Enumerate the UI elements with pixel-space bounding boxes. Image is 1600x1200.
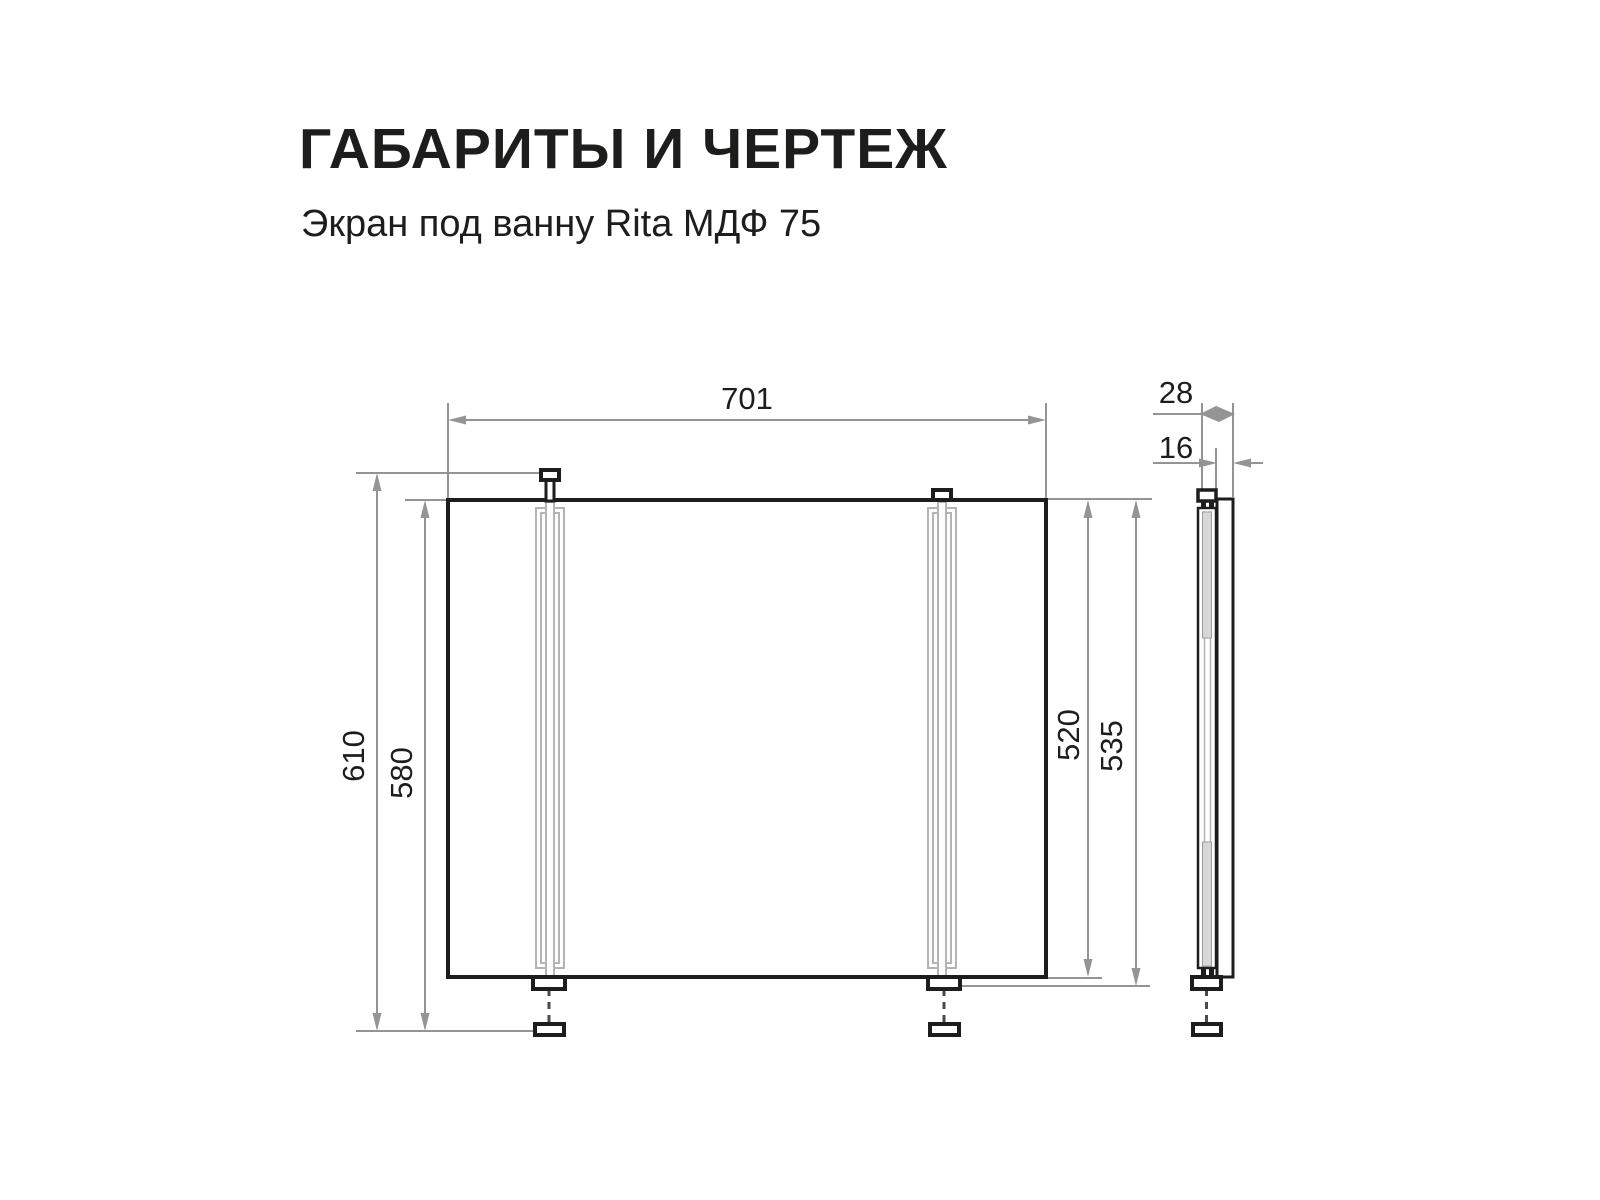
dim-label-panel-with-bracket: 535 <box>1094 720 1129 772</box>
clip-tooth <box>1209 501 1214 509</box>
arrowhead-down <box>1132 968 1141 986</box>
leg-rod <box>546 502 554 976</box>
foot-bracket <box>1192 977 1221 989</box>
arrowhead-up <box>1084 500 1093 518</box>
side-foot <box>1192 968 1221 1035</box>
left-foot <box>533 977 565 1035</box>
foot-bracket <box>928 977 960 989</box>
clip-tooth <box>1201 501 1206 509</box>
right-foot <box>928 977 960 1035</box>
arrowhead-up <box>421 500 430 518</box>
dim-label-thickness: 16 <box>1158 430 1194 465</box>
clip-stem <box>546 479 554 501</box>
right-leg-channel <box>928 502 956 976</box>
side-leg-channel <box>1198 508 1216 968</box>
foot-pad <box>930 1024 959 1035</box>
foot-bracket <box>533 977 565 989</box>
clip-cap <box>1198 490 1216 501</box>
leg-rod <box>938 502 946 976</box>
product-subtitle: Экран под ванну Rita МДФ 75 <box>301 203 822 245</box>
arrowhead-down <box>373 1013 382 1031</box>
arrowhead-right <box>1199 459 1217 468</box>
clip-cap <box>541 470 559 480</box>
arrowhead-down <box>421 1013 430 1031</box>
arrowhead-up <box>373 473 382 491</box>
arrowhead-down <box>1084 959 1093 977</box>
front-view <box>336 381 1152 1035</box>
right-top-clip <box>933 490 951 500</box>
dim-label-legs-extended: 580 <box>384 747 419 799</box>
dim-label-overall-height: 610 <box>336 730 371 782</box>
panel-side <box>1217 499 1233 977</box>
arrowhead-left <box>1233 459 1251 468</box>
left-leg-channel <box>536 502 564 976</box>
arrowhead-left <box>448 416 466 425</box>
left-top-clip <box>541 470 559 501</box>
arrowhead-up <box>1132 500 1141 518</box>
dim-label-depth: 28 <box>1158 375 1194 410</box>
arrowhead-right <box>1028 416 1046 425</box>
leg-rod-bottom <box>1203 842 1212 966</box>
dim-slash-marker <box>1200 406 1235 422</box>
dim-label-panel-height: 520 <box>1051 709 1086 761</box>
dim-width <box>448 403 1046 498</box>
leg-rod-top <box>1203 512 1212 638</box>
side-view <box>1153 375 1263 1035</box>
side-top-clip <box>1198 490 1216 509</box>
page-title: ГАБАРИТЫ И ЧЕРТЕЖ <box>299 117 948 181</box>
dim-label-width: 701 <box>721 381 773 416</box>
clip-cap <box>933 490 951 500</box>
foot-pad <box>1193 1024 1221 1035</box>
foot-pad <box>535 1024 564 1035</box>
